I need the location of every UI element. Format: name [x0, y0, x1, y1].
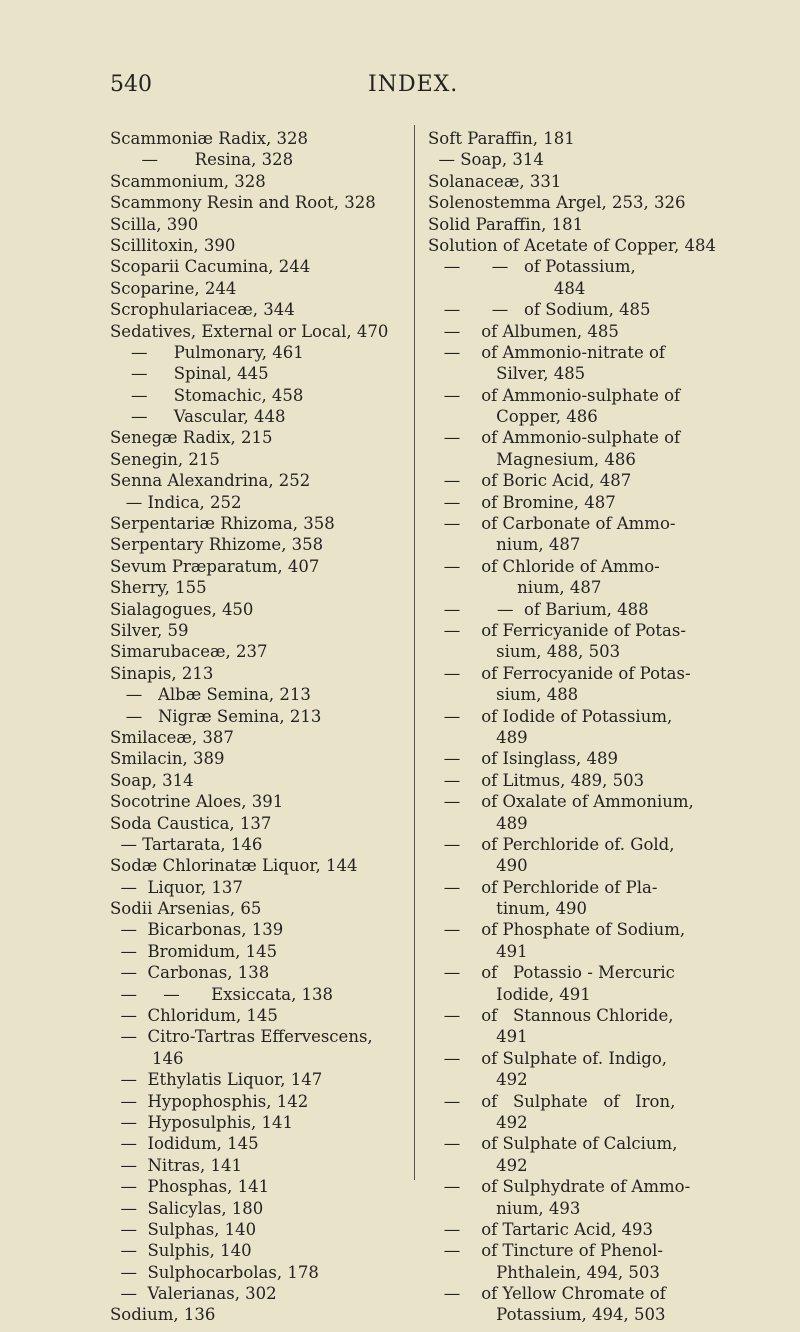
index-entry: — of Stannous Chloride, — [428, 1006, 674, 1026]
index-entry: — of Isinglass, 489 — [428, 749, 618, 769]
index-entry: Sherry, 155 — [110, 578, 207, 598]
index-entry: — of Sulphate of Iron, — [428, 1091, 676, 1111]
index-entry: Soda Caustica, 137 — [110, 813, 272, 833]
index-entry: Solid Paraffin, 181 — [428, 214, 584, 234]
index-entry: — Ethylatis Liquor, 147 — [110, 1070, 323, 1090]
index-entry: Serpentariæ Rhizoma, 358 — [110, 514, 335, 534]
index-entry: — of Oxalate of Ammonium, — [428, 792, 694, 812]
index-entry: Scammony Resin and Root, 328 — [110, 193, 376, 213]
index-entry: — of Sulphate of. Indigo, — [428, 1048, 668, 1068]
index-entry: Phthalein, 494, 503 — [428, 1262, 660, 1282]
index-entry: Scoparine, 244 — [110, 278, 237, 298]
index-entry: — of Ammonio-sulphate of — [428, 428, 681, 448]
index-entry: tinum, 490 — [428, 899, 587, 919]
index-entry: 492 — [428, 1070, 528, 1090]
index-entry: 491 — [428, 941, 528, 961]
index-entry: Scillitoxin, 390 — [110, 235, 236, 255]
index-entry: — Stomachic, 458 — [110, 385, 304, 405]
index-entry: 489 — [428, 727, 528, 747]
page-header — [0, 72, 800, 102]
index-entry: Serpentary Rhizome, 358 — [110, 535, 324, 555]
index-entry: — of Chloride of Ammo- — [428, 556, 660, 576]
index-entry: — Chloridum, 145 — [110, 1006, 278, 1026]
index-entry: — Phosphas, 141 — [110, 1177, 270, 1197]
index-entry: Silver, 59 — [110, 620, 189, 640]
index-entry: Magnesium, 486 — [428, 449, 636, 469]
index-entry: — of Iodide of Potassium, — [428, 706, 673, 726]
index-entry: Sevum Præparatum, 407 — [110, 556, 320, 576]
index-entry: — Iodidum, 145 — [110, 1134, 259, 1154]
index-entry: — of Perchloride of. Gold, — [428, 834, 675, 854]
index-entry: — Spinal, 445 — [110, 364, 269, 384]
index-entry: 491 — [428, 1027, 528, 1047]
column-divider — [414, 125, 415, 1180]
index-entry: — of Ammonio-nitrate of — [428, 342, 665, 362]
index-entry: — of Sulphydrate of Ammo- — [428, 1177, 691, 1197]
index-entry: nium, 487 — [428, 535, 581, 555]
index-entry: — Vascular, 448 — [110, 407, 286, 427]
index-entry: Sinapis, 213 — [110, 663, 214, 683]
index-entry: — — of Sodium, 485 — [428, 300, 651, 320]
index-entry: sium, 488, 503 — [428, 642, 621, 662]
index-entry: — of Sulphate of Calcium, — [428, 1134, 678, 1154]
index-entry: 146 — [110, 1048, 184, 1068]
index-entry: — Nigræ Semina, 213 — [110, 706, 322, 726]
index-entry: — — Exsiccata, 138 — [110, 984, 334, 1004]
index-entry: — Hyposulphis, 141 — [110, 1112, 293, 1132]
index-entry: Senegin, 215 — [110, 449, 220, 469]
index-entry: Scammonium, 328 — [110, 171, 266, 191]
index-entry: — Albæ Semina, 213 — [110, 685, 311, 705]
index-entry: — — of Barium, 488 — [428, 599, 649, 619]
index-entry: — Indica, 252 — [110, 492, 242, 512]
index-entry: — of Boric Acid, 487 — [428, 471, 632, 491]
index-entry: — Bromidum, 145 — [110, 941, 278, 961]
index-entry: — Valerianas, 302 — [110, 1284, 277, 1304]
index-entry: sium, 488 — [428, 685, 579, 705]
index-entry: Scrophulariaceæ, 344 — [110, 300, 295, 320]
index-entry: — Salicylas, 180 — [110, 1198, 264, 1218]
index-entry: — Soap, 314 — [428, 150, 544, 170]
index-entry: — Pulmonary, 461 — [110, 342, 304, 362]
index-entry: Simarubaceæ, 237 — [110, 642, 268, 662]
index-entry: — Carbonas, 138 — [110, 963, 270, 983]
index-entry: — Sulphis, 140 — [110, 1241, 252, 1261]
index-entry: — Nitras, 141 — [110, 1155, 242, 1175]
index-entry: Copper, 486 — [428, 407, 598, 427]
index-entry: — — of Potassium, — [428, 257, 636, 277]
index-entry: Scilla, 390 — [110, 214, 199, 234]
index-entry: Scoparii Cacumina, 244 — [110, 257, 311, 277]
index-entry: — Citro-Tartras Effervescens, — [110, 1027, 373, 1047]
index-entry: Soap, 314 — [110, 770, 194, 790]
page-number: 540 — [110, 72, 152, 97]
index-entry: Solution of Acetate of Copper, 484 — [428, 235, 716, 255]
index-entry: — of Litmus, 489, 503 — [428, 770, 645, 790]
index-entry: Solenostemma Argel, 253, 326 — [428, 193, 686, 213]
index-entry: — Bicarbonas, 139 — [110, 920, 284, 940]
index-entry: — of Yellow Chromate of — [428, 1284, 666, 1304]
index-entry: 492 — [428, 1112, 528, 1132]
index-entry: — Tartarata, 146 — [110, 834, 263, 854]
index-entry: — of Potassio - Mercuric — [428, 963, 675, 983]
index-entry: — of Ferricyanide of Potas- — [428, 620, 686, 640]
index-entry: Sialagogues, 450 — [110, 599, 254, 619]
index-entry: Iodide, 491 — [428, 984, 591, 1004]
index-entry: Solanaceæ, 331 — [428, 171, 562, 191]
index-entry: — Liquor, 137 — [110, 877, 243, 897]
index-entry: nium, 493 — [428, 1198, 581, 1218]
index-entry: Sodæ Chlorinatæ Liquor, 144 — [110, 856, 358, 876]
index-entry: 484 — [428, 278, 586, 298]
index-entry: Smilaceæ, 387 — [110, 727, 234, 747]
index-entry: 490 — [428, 856, 528, 876]
index-entry: — Hypophosphis, 142 — [110, 1091, 309, 1111]
index-entry: Sodii Arsenias, 65 — [110, 899, 262, 919]
index-entry: — of Tincture of Phenol- — [428, 1241, 663, 1261]
index-entry: — of Ammonio-sulphate of — [428, 385, 681, 405]
page-title: INDEX. — [368, 72, 459, 97]
index-entry: — of Tartaric Acid, 493 — [428, 1219, 654, 1239]
index-entry: Sodium, 136 — [110, 1305, 216, 1325]
index-entry: Sedatives, External or Local, 470 — [110, 321, 389, 341]
index-entry: Silver, 485 — [428, 364, 586, 384]
index-entry: — of Carbonate of Ammo- — [428, 514, 676, 534]
index-entry: 489 — [428, 813, 528, 833]
index-entry: Potassium, 494, 503 — [428, 1305, 666, 1325]
index-entry: 492 — [428, 1155, 528, 1175]
index-entry: — of Perchloride of Pla- — [428, 877, 658, 897]
index-column-right — [428, 128, 758, 1326]
index-entry: nium, 487 — [428, 578, 602, 598]
index-column-left — [110, 128, 410, 1326]
index-entry: Soft Paraffin, 181 — [428, 129, 575, 148]
index-entry: Senegæ Radix, 215 — [110, 428, 273, 448]
index-entry: — of Bromine, 487 — [428, 492, 616, 512]
index-entry: — Sulphas, 140 — [110, 1219, 257, 1239]
index-entry: — of Phosphate of Sodium, — [428, 920, 686, 940]
index-entry: — Resina, 328 — [110, 150, 294, 170]
index-entry: Scammoniæ Radix, 328 — [110, 129, 309, 148]
index-entry: — Sulphocarbolas, 178 — [110, 1262, 319, 1282]
index-entry: Smilacin, 389 — [110, 749, 225, 769]
index-entry: — of Albumen, 485 — [428, 321, 619, 341]
index-entry: Socotrine Aloes, 391 — [110, 792, 284, 812]
index-entry: Senna Alexandrina, 252 — [110, 471, 311, 491]
index-entry: — of Ferrocyanide of Potas- — [428, 663, 691, 683]
